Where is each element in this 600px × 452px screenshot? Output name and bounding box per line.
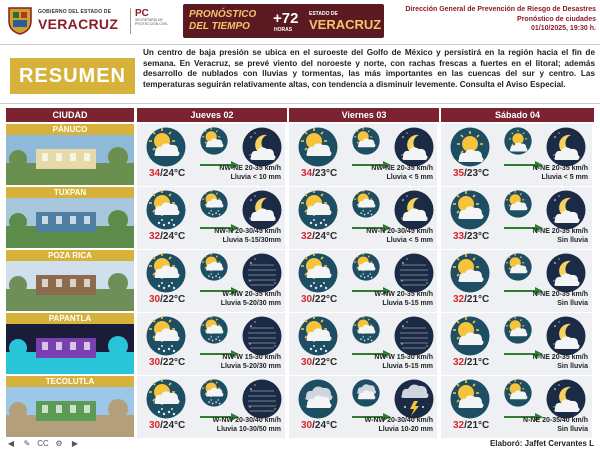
temperature: [301, 357, 337, 368]
city-photo: [6, 135, 134, 185]
temperature-unit: °C: [478, 294, 490, 305]
sun-rain-icon: [146, 316, 186, 356]
wind-forecast: N-NE 20-35 km/h: [532, 291, 588, 298]
wind-arrow-icon: [503, 345, 543, 353]
night-rain-icon: [242, 253, 282, 293]
temperature-min: 23: [466, 231, 479, 242]
rain-forecast: Lluvia 5-15 mm: [382, 300, 433, 307]
pc-subtext: SECRETARÍA DE PROTECCIÓN CIVIL: [135, 18, 169, 26]
temperature: [453, 168, 489, 179]
wind-forecast: NW-W 15-30 km/h: [374, 354, 433, 361]
temperature-unit: °C: [174, 357, 186, 368]
sun-cloud-icon: [504, 190, 532, 218]
page-footer: [0, 437, 600, 452]
wind-forecast: W-NW 20-35 km/h: [222, 291, 281, 298]
day-header-2: Viernes 03: [289, 108, 439, 122]
day-header-1: Jueves 02: [137, 108, 287, 122]
city-name: PAPANTLA: [6, 313, 134, 324]
forecast-cell: [289, 250, 439, 312]
moon-icon: [394, 127, 434, 167]
report-datetime: 01/10/2025, 19:30 h.: [531, 25, 596, 32]
wind-arrow-icon: [351, 408, 391, 416]
temperature-unit: °C: [478, 357, 490, 368]
wind-forecast: NW-NE 20-35 km/h: [219, 165, 281, 172]
summary-label: RESUMEN: [18, 65, 126, 87]
temperature-unit: °C: [326, 294, 338, 305]
temperature-unit: °C: [174, 168, 186, 179]
wind-forecast: W-NW 20-30/40 km/h: [364, 417, 433, 424]
rain-forecast: Lluvia 5-15 mm: [382, 363, 433, 370]
rain-forecast: Lluvia 10-30/50 mm: [216, 426, 281, 433]
temperature-unit: °C: [326, 168, 338, 179]
summary-text: Un centro de baja presión se ubica en el suroeste del Golfo de México y persistirá en la región hacia el fin de semana. En Veracruz, se prevé viento del noroeste y norte, con rachas frescas a fuertes en el litoral; además desarrollo de nublados con lluvias y tormentas, las más importantes en las cuencas del sur y centro. Las temperaturas seguirán relativamente altas, con tendencia a disminuir levemente. Consulta el Aviso Especial.: [143, 48, 595, 89]
temperature-max: 33: [453, 231, 465, 242]
temperature-min: 22: [314, 357, 327, 368]
temperature-max: 32: [453, 420, 465, 431]
rain-forecast: Lluvia < 10 mm: [230, 174, 281, 181]
forecast-cell: [441, 313, 594, 375]
temperature: [149, 168, 185, 179]
temperature-unit: °C: [174, 420, 186, 431]
moon-icon: [546, 253, 586, 293]
forecast-row: [0, 124, 600, 186]
cloud-icon: [298, 379, 338, 419]
sun-cloud-icon: [298, 127, 338, 167]
forecast-cell: [289, 313, 439, 375]
city-name: PÁNUCO: [6, 124, 134, 135]
pc-logo: [130, 8, 180, 34]
temperature-separator: /: [312, 420, 315, 431]
temperature-min: 21: [466, 420, 479, 431]
cloud-icon: [352, 379, 380, 407]
temperature: [301, 294, 337, 305]
wind-forecast: N-NE 20-35/40 km/h: [523, 417, 588, 424]
wind-forecast: NW-N 20-30/45 km/h: [214, 228, 281, 235]
forecast-cell: [441, 376, 594, 438]
banner-state: VERACRUZ: [309, 17, 382, 32]
day-header-3: Sábado 04: [441, 108, 594, 122]
forecast-cell: [137, 187, 287, 249]
direction-name: Dirección General de Prevención de Riesgo de Desastres: [405, 6, 596, 13]
banner-title-line2: DEL TIEMPO: [189, 21, 250, 32]
wind-forecast: NW-W 15-30 km/h: [222, 354, 281, 361]
sun-cloud-icon: [504, 253, 532, 281]
government-logo: [6, 5, 136, 35]
temperature-max: 30: [149, 357, 161, 368]
sun-cloud-icon: [450, 253, 490, 293]
temperature-min: 22: [314, 294, 327, 305]
summary-label-box: [10, 58, 135, 94]
banner-hours: +72: [273, 10, 299, 27]
temperature-separator: /: [312, 294, 315, 305]
city-photo: [6, 324, 134, 374]
temperature-separator: /: [160, 231, 163, 242]
wind-forecast: N-NE 20-35 km/h: [532, 165, 588, 172]
rain-forecast: Sin lluvia: [557, 237, 588, 244]
sun-rain-icon: [298, 190, 338, 230]
rain-forecast: Sin lluvia: [557, 426, 588, 433]
temperature-separator: /: [160, 294, 163, 305]
moon-icon: [546, 379, 586, 419]
rain-forecast: Sin lluvia: [557, 363, 588, 370]
temperature: [453, 294, 489, 305]
captions-button[interactable]: CC: [37, 439, 49, 448]
banner-title-line1: PRONÓSTICO: [189, 9, 257, 20]
temperature-min: 21: [466, 294, 479, 305]
temperature-separator: /: [464, 294, 467, 305]
rain-forecast: Sin lluvia: [557, 300, 588, 307]
moon-cloud-icon: [242, 190, 282, 230]
forecast-cell: [137, 250, 287, 312]
temperature-min: 23: [314, 168, 327, 179]
forecast-row: [0, 376, 600, 438]
sun-rain-icon: [298, 253, 338, 293]
sun-cloud-icon: [146, 127, 186, 167]
moon-icon: [546, 190, 586, 230]
city-name: TECOLUTLA: [6, 376, 134, 387]
wind-forecast: W-NW 20-30/40 km/h: [212, 417, 281, 424]
forecast-cell: [289, 376, 439, 438]
night-rain-icon: [242, 379, 282, 419]
temperature-max: 35: [453, 168, 465, 179]
temperature-max: 30: [301, 420, 313, 431]
wind-arrow-icon: [503, 408, 543, 416]
rain-forecast: Lluvia < 5 mm: [386, 174, 433, 181]
temperature-min: 24: [314, 420, 327, 431]
sun-cloud-icon: [352, 127, 380, 155]
forecast-cell: [441, 187, 594, 249]
prepared-by: Elaboró: Jaffet Cervantes L: [489, 439, 594, 448]
sun-rain-icon: [200, 190, 228, 218]
settings-icon[interactable]: ⚙: [55, 439, 63, 448]
temperature: [301, 231, 337, 242]
sun-rain-icon: [298, 316, 338, 356]
temperature: [149, 231, 185, 242]
night-rain-icon: [242, 316, 282, 356]
temperature-min: 23: [466, 168, 479, 179]
forecast-row: [0, 313, 600, 375]
sun-cloud-icon: [450, 190, 490, 230]
temperature-max: 30: [149, 294, 161, 305]
forecast-cell: [441, 250, 594, 312]
sun-rain-icon: [200, 316, 228, 344]
city-name: TUXPAN: [6, 187, 134, 198]
temperature-max: 32: [453, 294, 465, 305]
veracruz-seal-icon: [6, 5, 34, 35]
forecast-cell: [289, 124, 439, 186]
night-rain-icon: [394, 316, 434, 356]
temperature-separator: /: [464, 168, 467, 179]
forecast-cell: [441, 124, 594, 186]
wind-arrow-icon: [351, 219, 391, 227]
temperature-unit: °C: [174, 294, 186, 305]
temperature-max: 30: [149, 420, 161, 431]
sun-rain-icon: [352, 316, 380, 344]
temperature-unit: °C: [326, 357, 338, 368]
sun-rain-icon: [352, 253, 380, 281]
next-slide-icon[interactable]: ▶: [71, 439, 79, 448]
moon-icon: [546, 316, 586, 356]
forecast-table: [0, 106, 600, 436]
banner-state-small: ESTADO DE: [309, 11, 338, 17]
rain-forecast: Lluvia < 5 mm: [541, 174, 588, 181]
wind-forecast: N-NE 20-35 km/h: [532, 354, 588, 361]
city-name: POZA RICA: [6, 250, 134, 261]
wind-arrow-icon: [199, 156, 239, 164]
sun-rain-icon: [200, 253, 228, 281]
rain-forecast: Lluvia 5-20/30 mm: [220, 300, 281, 307]
gov-state-name: VERACRUZ: [38, 16, 119, 32]
temperature-max: 32: [149, 231, 161, 242]
forecast-cell: [137, 376, 287, 438]
wind-arrow-icon: [351, 345, 391, 353]
summary-section: [0, 44, 600, 104]
temperature: [149, 420, 185, 431]
gov-small-text: GOBIERNO DEL ESTADO DE: [38, 9, 112, 15]
wind-arrow-icon: [351, 282, 391, 290]
temperature-unit: °C: [326, 420, 338, 431]
rain-forecast: Lluvia 5-15/30mm: [222, 237, 281, 244]
rain-forecast: Lluvia < 5 mm: [386, 237, 433, 244]
wind-forecast: N-NE 20-35 km/h: [532, 228, 588, 235]
moon-icon: [242, 127, 282, 167]
wind-forecast: W-NW 20-35 km/h: [374, 291, 433, 298]
temperature-min: 24: [162, 420, 175, 431]
temperature-max: 30: [301, 357, 313, 368]
forecast-row: [0, 250, 600, 312]
temperature-separator: /: [464, 420, 467, 431]
sun-rain-icon: [146, 190, 186, 230]
temperature-min: 21: [466, 357, 479, 368]
wind-arrow-icon: [199, 408, 239, 416]
city-column-header: CIUDAD: [6, 108, 134, 122]
night-rain-icon: [394, 253, 434, 293]
sun-rain-icon: [352, 190, 380, 218]
forecast-banner: [183, 4, 384, 38]
temperature-separator: /: [312, 168, 315, 179]
sun-icon: [504, 127, 532, 155]
sun-cloud-icon: [504, 379, 532, 407]
wind-arrow-icon: [351, 156, 391, 164]
temperature-separator: /: [464, 231, 467, 242]
sun-rain-icon: [200, 379, 228, 407]
temperature-min: 22: [162, 294, 175, 305]
sun-rain-icon: [146, 253, 186, 293]
temperature-min: 22: [162, 357, 175, 368]
city-photo: [6, 198, 134, 248]
temperature-separator: /: [312, 231, 315, 242]
wind-arrow-icon: [199, 219, 239, 227]
city-photo: [6, 261, 134, 311]
temperature-unit: °C: [478, 168, 490, 179]
storm-icon: [394, 379, 434, 419]
sun-icon: [450, 127, 490, 167]
rain-forecast: Lluvia 10-20 mm: [378, 426, 433, 433]
temperature-unit: °C: [326, 231, 338, 242]
temperature: [453, 357, 489, 368]
report-subtitle: Pronóstico de ciudades: [517, 16, 596, 23]
moon-cloud-icon: [394, 190, 434, 230]
sun-cloud-icon: [450, 316, 490, 356]
temperature-min: 24: [314, 231, 327, 242]
wind-forecast: NW-NE 20-35 km/h: [371, 165, 433, 172]
forecast-row: [0, 187, 600, 249]
previous-slide-icon[interactable]: ◀: [7, 439, 15, 448]
city-photo: [6, 387, 134, 437]
temperature: [301, 168, 337, 179]
temperature-max: 32: [301, 231, 313, 242]
temperature-separator: /: [160, 420, 163, 431]
temperature: [149, 294, 185, 305]
temperature-separator: /: [160, 357, 163, 368]
page-header: [0, 0, 600, 42]
temperature: [453, 420, 489, 431]
rain-forecast: Lluvia 5-20/30 mm: [220, 363, 281, 370]
temperature-separator: /: [312, 357, 315, 368]
temperature-max: 34: [149, 168, 161, 179]
sun-rain-icon: [146, 379, 186, 419]
temperature-unit: °C: [478, 420, 490, 431]
temperature-max: 32: [453, 357, 465, 368]
temperature: [301, 420, 337, 431]
pointer-icon[interactable]: ✎: [23, 439, 31, 448]
wind-arrow-icon: [503, 282, 543, 290]
temperature-min: 24: [162, 231, 175, 242]
pc-text: PC: [135, 8, 149, 19]
temperature-max: 30: [301, 294, 313, 305]
sun-cloud-icon: [504, 316, 532, 344]
temperature: [149, 357, 185, 368]
wind-arrow-icon: [503, 156, 543, 164]
temperature-separator: /: [464, 357, 467, 368]
moon-icon: [546, 127, 586, 167]
forecast-cell: [289, 187, 439, 249]
forecast-cell: [137, 124, 287, 186]
forecast-cell: [137, 313, 287, 375]
header-info: [405, 6, 596, 32]
temperature-unit: °C: [174, 231, 186, 242]
banner-hours-label: HORAS: [274, 27, 293, 33]
temperature: [453, 231, 489, 242]
temperature-max: 34: [301, 168, 313, 179]
temperature-min: 24: [162, 168, 175, 179]
temperature-separator: /: [160, 168, 163, 179]
wind-forecast: NW-N 20-30/45 km/h: [366, 228, 433, 235]
wind-arrow-icon: [199, 345, 239, 353]
sun-cloud-icon: [200, 127, 228, 155]
sun-cloud-icon: [450, 379, 490, 419]
wind-arrow-icon: [199, 282, 239, 290]
temperature-unit: °C: [478, 231, 490, 242]
wind-arrow-icon: [503, 219, 543, 227]
